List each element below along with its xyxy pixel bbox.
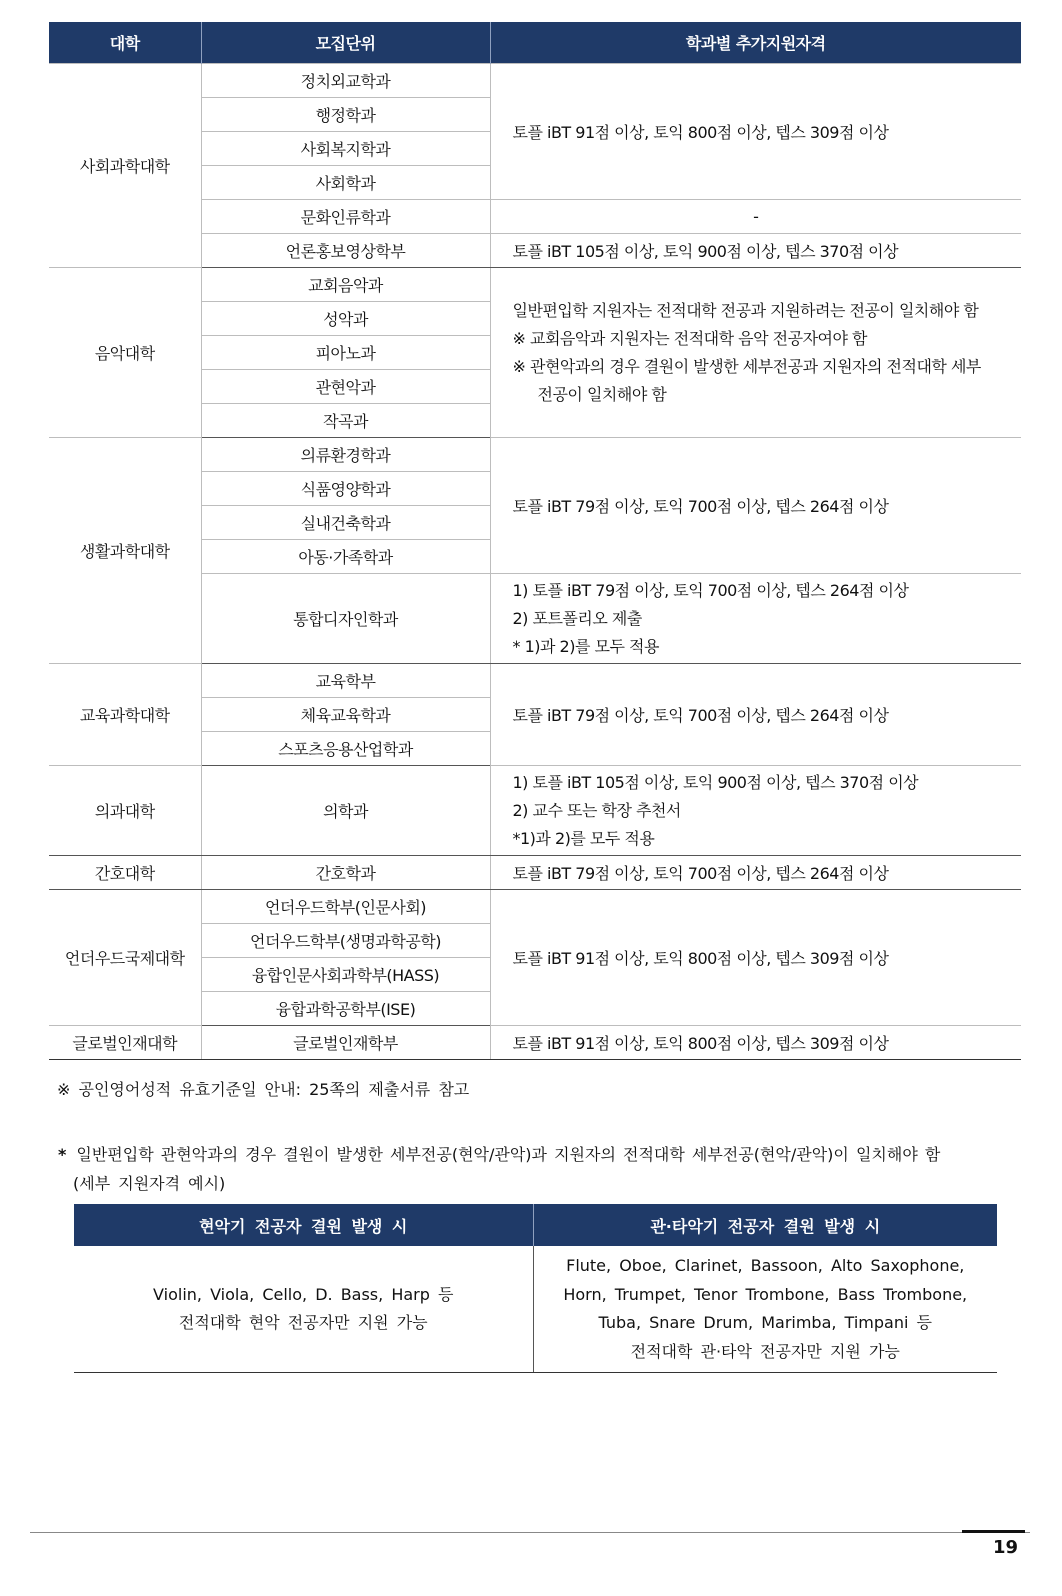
table-row [49, 438, 1021, 472]
example-row [74, 1246, 997, 1373]
example-title: (세부 지원자격 예시) [73, 1174, 226, 1193]
requirement-line: 일반편입학 지원자는 전적대학 전공과 지원하려는 전공이 일치해야 함 [512, 300, 979, 320]
header-winds: 관·타악기 전공자 결원 발생 시 [533, 1204, 997, 1246]
winds-cell [533, 1246, 997, 1373]
college-cell: 간호대학 [49, 856, 201, 890]
unit-cell: 사회복지학과 [201, 132, 490, 166]
unit-cell: 융합인문사회과학부(HASS) [201, 958, 490, 992]
header-requirement: 학과별 추가지원자격 [490, 22, 1021, 64]
unit-cell: 행정학과 [201, 98, 490, 132]
requirement-cell: 토플 iBT 79점 이상, 토익 700점 이상, 텝스 264점 이상 [490, 856, 1021, 890]
example-line: Tuba, Snare Drum, Marimba, Timpani 등 [598, 1313, 932, 1332]
table-row [49, 856, 1021, 890]
requirement-line: 1) 토플 iBT 79점 이상, 토익 700점 이상, 텝스 264점 이상 [512, 580, 909, 600]
requirement-cell: 토플 iBT 91점 이상, 토익 800점 이상, 텝스 309점 이상 [490, 890, 1021, 1026]
unit-cell: 피아노과 [201, 336, 490, 370]
requirement-line: *1)과 2)를 모두 적용 [512, 828, 655, 848]
college-cell: 의과대학 [49, 766, 201, 856]
requirement-cell: - [490, 200, 1021, 234]
unit-cell: 의학과 [201, 766, 490, 856]
header-college: 대학 [49, 22, 201, 64]
requirement-cell: 토플 iBT 105점 이상, 토익 900점 이상, 텝스 370점 이상 [490, 234, 1021, 268]
college-cell: 생활과학대학 [49, 438, 201, 664]
unit-cell: 문화인류학과 [201, 200, 490, 234]
college-cell: 사회과학대학 [49, 64, 201, 268]
score-validity-note: ※ 공인영어성적 유효기준일 안내: 25쪽의 제출서류 참고 [57, 1080, 470, 1099]
requirement-cell: 토플 iBT 79점 이상, 토익 700점 이상, 텝스 264점 이상 [490, 664, 1021, 766]
header-strings: 현악기 전공자 결원 발생 시 [74, 1204, 533, 1246]
unit-cell: 통합디자인학과 [201, 574, 490, 664]
footer-divider [30, 1532, 1030, 1533]
college-cell: 글로벌인재대학 [49, 1026, 201, 1060]
unit-cell: 관현악과 [201, 370, 490, 404]
example-header-row [74, 1204, 997, 1246]
table-row [49, 890, 1021, 924]
unit-cell: 성악과 [201, 302, 490, 336]
requirement-line: 2) 포트폴리오 제출 [512, 608, 642, 628]
unit-cell: 융합과학공학부(ISE) [201, 992, 490, 1026]
table-row [49, 64, 1021, 98]
table-row [49, 766, 1021, 856]
table-row [49, 664, 1021, 698]
example-line: 전적대학 현악 전공자만 지원 가능 [178, 1313, 428, 1332]
college-cell: 음악대학 [49, 268, 201, 438]
requirement-cell [490, 766, 1021, 856]
requirement-line: ※ 교회음악과 지원자는 전적대학 음악 전공자여야 함 [512, 328, 867, 348]
unit-cell: 스포츠응용산업학과 [201, 732, 490, 766]
page-number: 19 [993, 1537, 1019, 1558]
requirement-cell: 토플 iBT 91점 이상, 토익 800점 이상, 텝스 309점 이상 [490, 1026, 1021, 1060]
header-unit: 모집단위 [201, 22, 490, 64]
requirement-line: 1) 토플 iBT 105점 이상, 토익 900점 이상, 텝스 370점 이상 [512, 772, 919, 792]
requirement-line: 2) 교수 또는 학장 추천서 [512, 800, 681, 820]
table-header-row [49, 22, 1021, 64]
unit-cell: 사회학과 [201, 166, 490, 200]
unit-cell: 간호학과 [201, 856, 490, 890]
requirement-cell: 토플 iBT 91점 이상, 토익 800점 이상, 텝스 309점 이상 [490, 64, 1021, 200]
admission-requirements-table [49, 22, 1021, 1060]
college-cell: 교육과학대학 [49, 664, 201, 766]
requirement-cell [490, 268, 1021, 438]
example-line: Horn, Trumpet, Tenor Trombone, Bass Trombone, [563, 1284, 968, 1304]
orchestra-note-text: 일반편입학 관현악과의 경우 결원이 발생한 세부전공(현악/관악)과 지원자의 전적대학 세부전공(현악/관악)이 일치해야 함 [76, 1145, 941, 1164]
strings-cell [74, 1246, 533, 1373]
example-line: Flute, Oboe, Clarinet, Bassoon, Alto Saxophone, [566, 1256, 965, 1275]
orchestra-note [58, 1142, 940, 1165]
requirement-cell: 토플 iBT 79점 이상, 토익 700점 이상, 텝스 264점 이상 [490, 438, 1021, 574]
unit-cell: 언더우드학부(인문사회) [201, 890, 490, 924]
note-asterisk: * [58, 1145, 67, 1164]
requirement-line: * 1)과 2)를 모두 적용 [512, 636, 659, 656]
example-line: 전적대학 관·타악 전공자만 지원 가능 [630, 1341, 900, 1361]
unit-cell: 글로벌인재학부 [201, 1026, 490, 1060]
unit-cell: 언더우드학부(생명과학공학) [201, 924, 490, 958]
requirement-line: 전공이 일치해야 함 [537, 384, 667, 404]
unit-cell: 체육교육학과 [201, 698, 490, 732]
unit-cell: 실내건축학과 [201, 506, 490, 540]
unit-cell: 작곡과 [201, 404, 490, 438]
table-row [49, 268, 1021, 302]
unit-cell: 정치외교학과 [201, 64, 490, 98]
unit-cell: 언론홍보영상학부 [201, 234, 490, 268]
unit-cell: 교회음악과 [201, 268, 490, 302]
footer-accent-bar [962, 1530, 1025, 1533]
unit-cell: 식품영양학과 [201, 472, 490, 506]
orchestra-example-table [74, 1204, 997, 1373]
unit-cell: 아동·가족학과 [201, 540, 490, 574]
requirement-cell [490, 574, 1021, 664]
table-row [49, 1026, 1021, 1060]
unit-cell: 교육학부 [201, 664, 490, 698]
college-cell: 언더우드국제대학 [49, 890, 201, 1026]
example-line: Violin, Viola, Cello, D. Bass, Harp 등 [153, 1284, 454, 1304]
unit-cell: 의류환경학과 [201, 438, 490, 472]
requirement-line: ※ 관현악과의 경우 결원이 발생한 세부전공과 지원자의 전적대학 세부 [512, 356, 981, 376]
